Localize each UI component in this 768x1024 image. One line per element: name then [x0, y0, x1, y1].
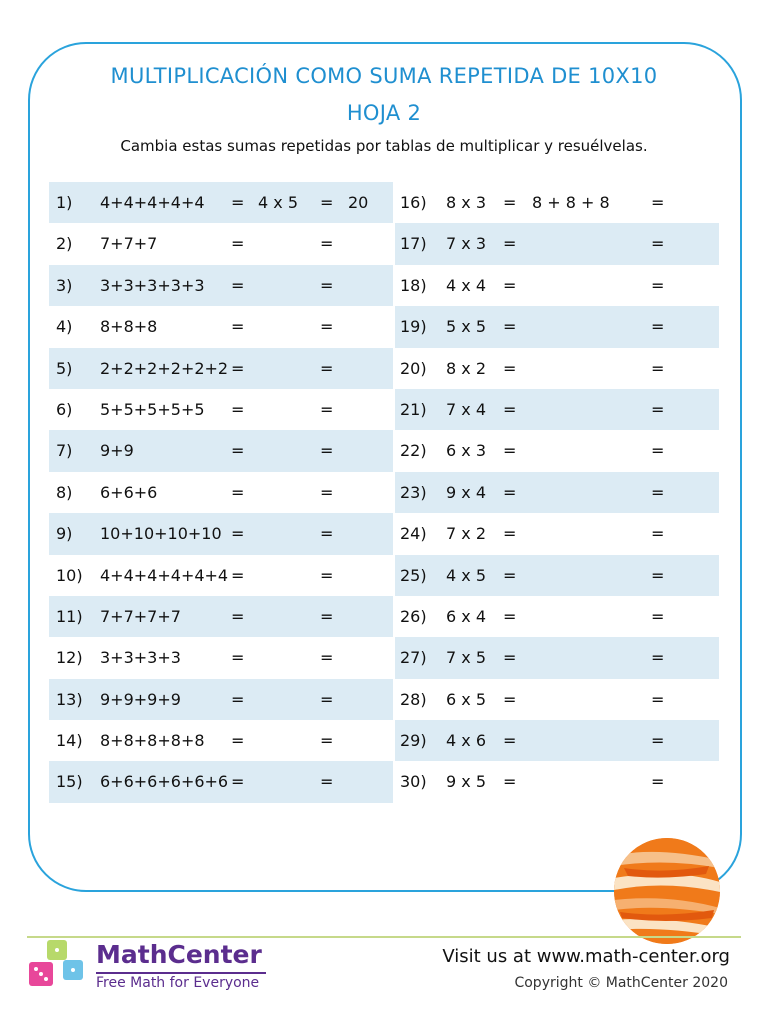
problem-row: [395, 348, 719, 389]
logo-name[interactable]: MathCenter: [96, 940, 262, 969]
repeated-sum: 4+4+4+4+4+4: [100, 565, 229, 585]
repeated-sum: 6+6+6+6+6+6: [100, 772, 229, 792]
equals-sign: =: [651, 275, 665, 295]
equals-sign: =: [320, 565, 334, 585]
repeated-sum: 8+8+8: [100, 317, 158, 337]
equals-sign: =: [320, 772, 334, 792]
equals-sign: =: [651, 399, 665, 419]
problem-row: [395, 472, 719, 513]
equals-sign: =: [503, 234, 517, 254]
problem-number: 20): [400, 358, 427, 378]
right-column: [395, 182, 719, 803]
repeated-sum: 8+8+8+8+8: [100, 731, 205, 751]
logo-tagline: Free Math for Everyone: [96, 975, 260, 991]
result-answer: 20: [348, 193, 369, 212]
equals-sign: =: [231, 648, 245, 668]
problem-row: [395, 761, 719, 802]
problem-row: [395, 430, 719, 471]
problem-number: 14): [56, 731, 83, 751]
problem-row: [49, 761, 393, 802]
multiplication-factors: 9 x 5: [446, 772, 486, 792]
multiplication-factors: 8 x 2: [446, 358, 486, 378]
problem-number: 8): [56, 482, 73, 502]
equals-sign: =: [231, 358, 245, 378]
equals-sign: =: [320, 606, 334, 626]
problem-number: 16): [400, 193, 427, 212]
equals-sign: =: [231, 399, 245, 419]
problem-row: [49, 223, 393, 264]
equals-sign: =: [503, 275, 517, 295]
repeated-sum: 10+10+10+10: [100, 524, 222, 544]
problem-number: 3): [56, 275, 73, 295]
equals-sign: =: [651, 731, 665, 751]
equals-sign: =: [503, 399, 517, 419]
problem-row: [49, 513, 393, 554]
repeated-sum: 9+9: [100, 441, 134, 461]
repeated-sum: 3+3+3+3: [100, 648, 181, 668]
equals-sign: =: [503, 524, 517, 544]
problem-number: 15): [56, 772, 83, 792]
equals-sign: =: [651, 565, 665, 585]
problem-row: [49, 306, 393, 347]
problem-number: 13): [56, 689, 83, 709]
equals-sign: =: [231, 317, 245, 337]
equals-sign: =: [651, 317, 665, 337]
equals-sign: =: [320, 648, 334, 668]
problem-number: 25): [400, 565, 427, 585]
problem-number: 17): [400, 234, 427, 254]
left-column: [49, 182, 393, 803]
repeated-sum: 7+7+7+7: [100, 606, 181, 626]
equals-sign: =: [320, 399, 334, 419]
equals-sign: =: [503, 772, 517, 792]
multiplication-factors: 4 x 4: [446, 275, 486, 295]
equals-sign: =: [231, 482, 245, 502]
problem-number: 4): [56, 317, 73, 337]
page-subtitle: HOJA 2: [346, 101, 422, 125]
equals-sign: =: [503, 441, 517, 461]
multiplication-factors: 6 x 4: [446, 606, 486, 626]
equals-sign: =: [231, 524, 245, 544]
problem-number: 5): [56, 358, 73, 378]
dice-logo-icon: [27, 936, 89, 996]
problem-number: 7): [56, 441, 73, 461]
equals-sign: =: [651, 524, 665, 544]
problem-row: [49, 720, 393, 761]
multiplication-factors: 4 x 5: [446, 565, 486, 585]
equals-sign: =: [503, 193, 517, 212]
problem-number: 26): [400, 606, 427, 626]
problem-row: [395, 555, 719, 596]
problem-row: [395, 513, 719, 554]
equals-sign: =: [503, 731, 517, 751]
problem-row: [395, 389, 719, 430]
equals-sign: =: [503, 358, 517, 378]
problem-number: 27): [400, 648, 427, 668]
multiplication-factors: 7 x 5: [446, 648, 486, 668]
equals-sign: =: [503, 317, 517, 337]
problem-number: 2): [56, 234, 73, 254]
copyright-text: Copyright © MathCenter 2020: [514, 975, 728, 991]
equals-sign: =: [231, 234, 245, 254]
equals-sign: =: [651, 441, 665, 461]
multiplication-factors: 8 x 3: [446, 193, 486, 212]
multiplication-factors: 5 x 5: [446, 317, 486, 337]
planet-illustration: [614, 838, 720, 944]
equals-sign: =: [231, 689, 245, 709]
problem-row: [49, 596, 393, 637]
repeated-sum: 7+7+7: [100, 234, 158, 254]
equals-sign: =: [320, 689, 334, 709]
problem-number: 1): [56, 193, 73, 212]
equals-sign: =: [320, 358, 334, 378]
problem-number: 11): [56, 606, 83, 626]
repeated-sum: 6+6+6: [100, 482, 158, 502]
multiplication-factors: 7 x 4: [446, 399, 486, 419]
equals-sign: =: [503, 565, 517, 585]
problem-row: [395, 596, 719, 637]
problem-row: [49, 430, 393, 471]
problem-row: [49, 389, 393, 430]
problem-number: 19): [400, 317, 427, 337]
equals-sign: =: [320, 441, 334, 461]
problem-number: 24): [400, 524, 427, 544]
equals-sign: =: [231, 193, 245, 212]
equals-sign: =: [503, 648, 517, 668]
equals-sign: =: [231, 731, 245, 751]
problem-row: [395, 720, 719, 761]
equals-sign: =: [651, 482, 665, 502]
equals-sign: =: [320, 275, 334, 295]
problem-row: [395, 265, 719, 306]
equals-sign: =: [320, 731, 334, 751]
equals-sign: =: [651, 193, 665, 212]
multiplication-factors: 6 x 5: [446, 689, 486, 709]
problem-number: 6): [56, 399, 73, 419]
equals-sign: =: [231, 275, 245, 295]
problem-row: [395, 306, 719, 347]
equals-sign: =: [231, 565, 245, 585]
problem-row: [49, 472, 393, 513]
equals-sign: =: [320, 193, 334, 212]
equals-sign: =: [651, 606, 665, 626]
equals-sign: =: [651, 648, 665, 668]
equals-sign: =: [320, 482, 334, 502]
problem-number: 12): [56, 648, 83, 668]
product-answer: 4 x 5: [258, 193, 298, 212]
equals-sign: =: [651, 358, 665, 378]
equals-sign: =: [651, 772, 665, 792]
problem-number: 10): [56, 565, 83, 585]
problem-number: 30): [400, 772, 427, 792]
instructions: Cambia estas sumas repetidas por tablas de multiplicar y resuélvelas.: [120, 137, 648, 155]
multiplication-factors: 6 x 3: [446, 441, 486, 461]
equals-sign: =: [503, 606, 517, 626]
problem-number: 29): [400, 731, 427, 751]
multiplication-factors: 7 x 2: [446, 524, 486, 544]
equals-sign: =: [320, 234, 334, 254]
problem-number: 21): [400, 399, 427, 419]
equals-sign: =: [231, 772, 245, 792]
equals-sign: =: [651, 234, 665, 254]
equals-sign: =: [320, 317, 334, 337]
repeated-sum: 9+9+9+9: [100, 689, 181, 709]
problem-number: 22): [400, 441, 427, 461]
sum-answer: 8 + 8 + 8: [532, 193, 610, 212]
equals-sign: =: [503, 482, 517, 502]
problem-row: [395, 182, 719, 223]
multiplication-factors: 4 x 6: [446, 731, 486, 751]
problem-row: [395, 637, 719, 678]
problem-number: 28): [400, 689, 427, 709]
repeated-sum: 5+5+5+5+5: [100, 399, 205, 419]
repeated-sum: 4+4+4+4+4: [100, 193, 205, 212]
problem-number: 9): [56, 524, 73, 544]
problem-number: 23): [400, 482, 427, 502]
problem-row: [395, 679, 719, 720]
problem-number: 18): [400, 275, 427, 295]
equals-sign: =: [231, 606, 245, 626]
multiplication-factors: 7 x 3: [446, 234, 486, 254]
problem-row: [395, 223, 719, 264]
equals-sign: =: [651, 689, 665, 709]
problem-row: [49, 182, 393, 223]
website-link[interactable]: Visit us at www.math-center.org: [442, 946, 730, 967]
equals-sign: =: [503, 689, 517, 709]
equals-sign: =: [231, 441, 245, 461]
multiplication-factors: 9 x 4: [446, 482, 486, 502]
problem-row: [49, 555, 393, 596]
problem-row: [49, 348, 393, 389]
logo-underline: [96, 972, 266, 974]
page-title: MULTIPLICACIÓN COMO SUMA REPETIDA DE 10X10: [110, 64, 658, 88]
repeated-sum: 2+2+2+2+2+2: [100, 358, 229, 378]
problem-row: [49, 265, 393, 306]
problem-row: [49, 679, 393, 720]
footer-divider: [27, 936, 741, 938]
repeated-sum: 3+3+3+3+3: [100, 275, 205, 295]
equals-sign: =: [320, 524, 334, 544]
problem-row: [49, 637, 393, 678]
